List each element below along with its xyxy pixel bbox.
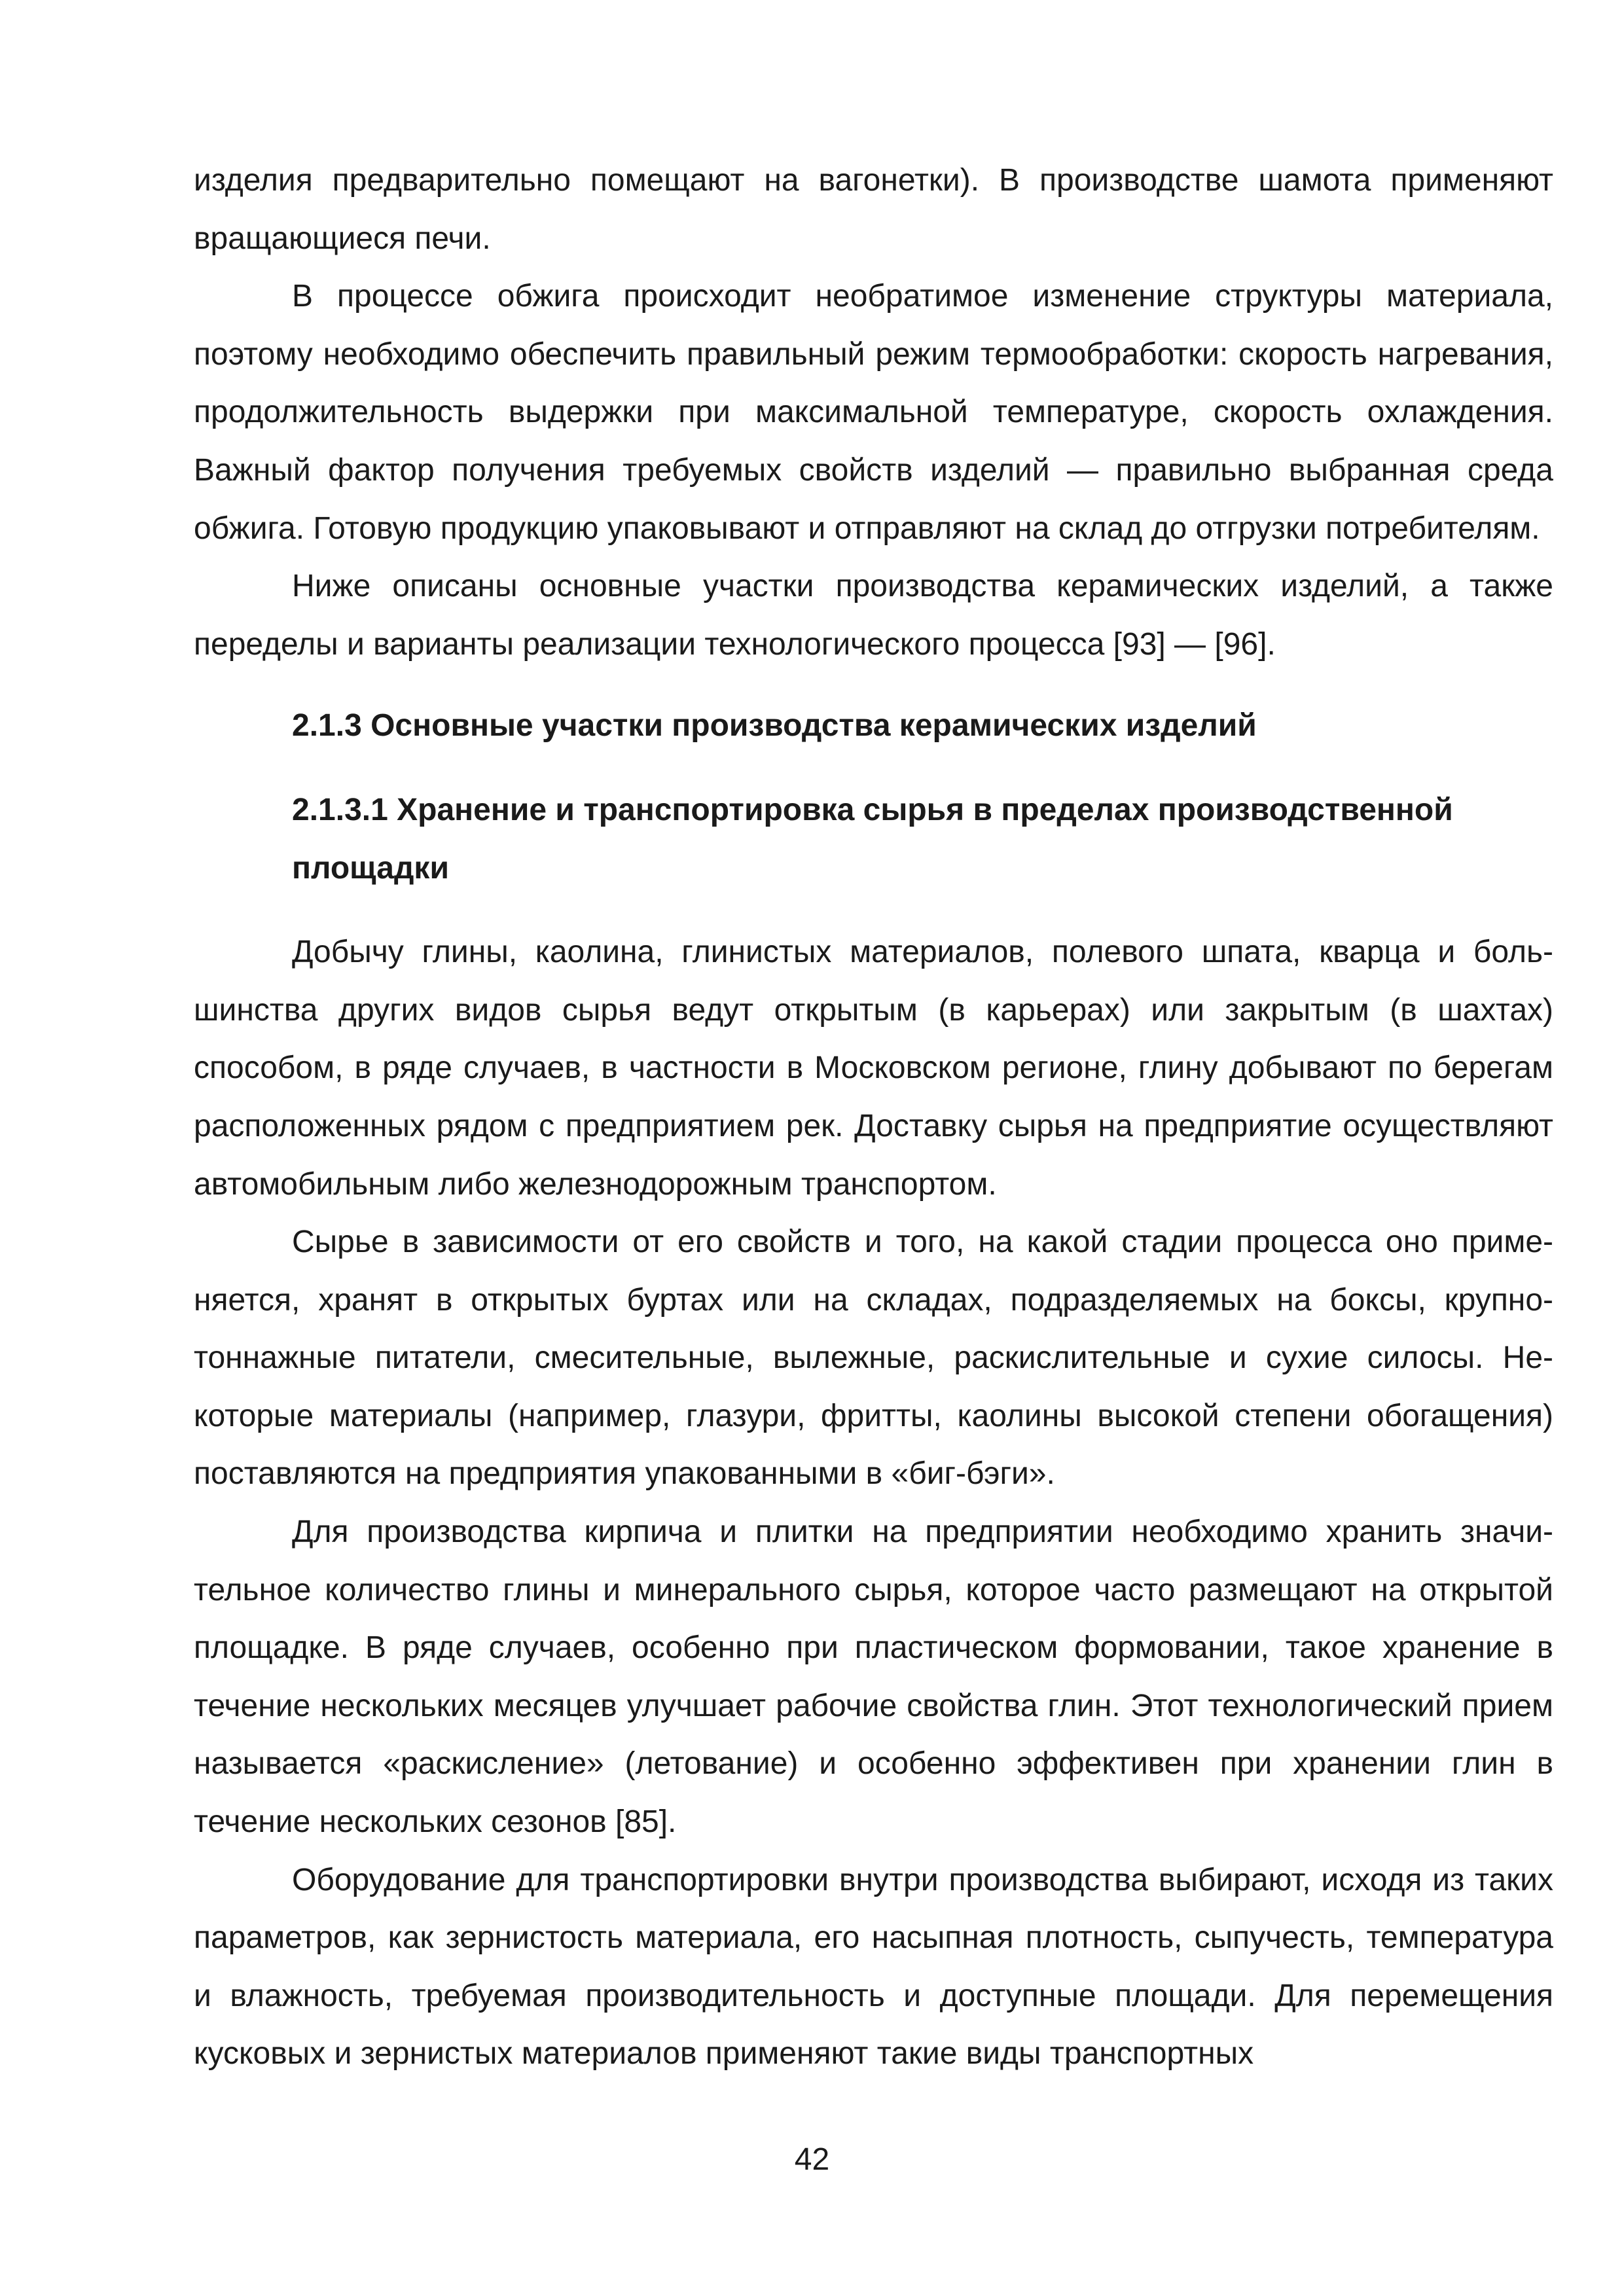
paragraph-weathering: Для производства кирпича и плитки на предприятии необходимо хранить значительное количество глины и минерального сырья, которое часто размещают на открытой площадке. В ряде случаев, особенно при пластическом формовании, такое хранение в течение нескольких месяцев улучшает рабочие свойства глин. Этот технологический прием называется «раскисление» (летование) и особенно эффективен при хранении глин в течение нескольких сезонов [85]. xyxy=(194,1515,1553,1840)
page-number: 42 xyxy=(794,2142,830,2177)
paragraph-extraction: Добычу глины, каолина, глинистых материалов, полевого шпата, кварца и большинства других видов сырья ведут открытым (в карьерах) или закрытым (в шахтах) способом, в ряде случаев, в частности в Московском регионе, глину добывают по берегам расположенных рядом с предприятием рек. Доставку сырья на предприятие осуществляют автомобильным либо железнодорожным транспортом. xyxy=(194,935,1553,1202)
paragraph-transport: Оборудование для транспортировки внутри производства выбирают, исходя из таких параметров, как зернистость материала, его насыпная плотность, сыпучесть, температура и влажность, требуемая производительность и доступные площади. Для перемещения кусковых и зернистых материалов применяют такие виды транспортных xyxy=(194,1862,1553,2072)
page-body xyxy=(194,152,1553,2083)
paragraph-continued: изделия предварительно помещают на вагонетки). В производстве шамота применяют вращающиеся печи. xyxy=(194,163,1553,256)
paragraph-overview: Ниже описаны основные участки производства керамических изделий, а также переделы и варианты реализации технологического процесса [93] — [96]. xyxy=(194,569,1553,662)
paragraph-storage: Сырье в зависимости от его свойств и того, на какой стадии процесса оно применяется, хранят в открытых буртах или на складах, подразделяемых на боксы, крупнотоннажные питатели, смесительные, вылежные, раскислительные и сухие силосы. Некоторые материалы (например, глазури, фритты, каолины высокой степени обогащения) поставляются на предприятия упакованными в «биг-бэги». xyxy=(194,1225,1553,1492)
section-heading: 2.1.3 Основные участки производства керамических изделий xyxy=(292,708,1257,744)
subsection-heading: 2.1.3.1 Хранение и транспортировка сырья в пределах производственной площадки xyxy=(292,792,1453,886)
paragraph-firing-process: В процессе обжига происходит необратимое изменение структуры материала, поэтому необходимо обеспечить правильный режим термообработки: скорость нагревания, продолжительность выдержки при максимальной температуре, скорость охлаждения. Важный фактор получения требуемых свойств изделий — правильно выбранная среда обжига. Готовую продукцию упаковывают и отправляют на склад до отгрузки потребителям. xyxy=(194,279,1553,546)
